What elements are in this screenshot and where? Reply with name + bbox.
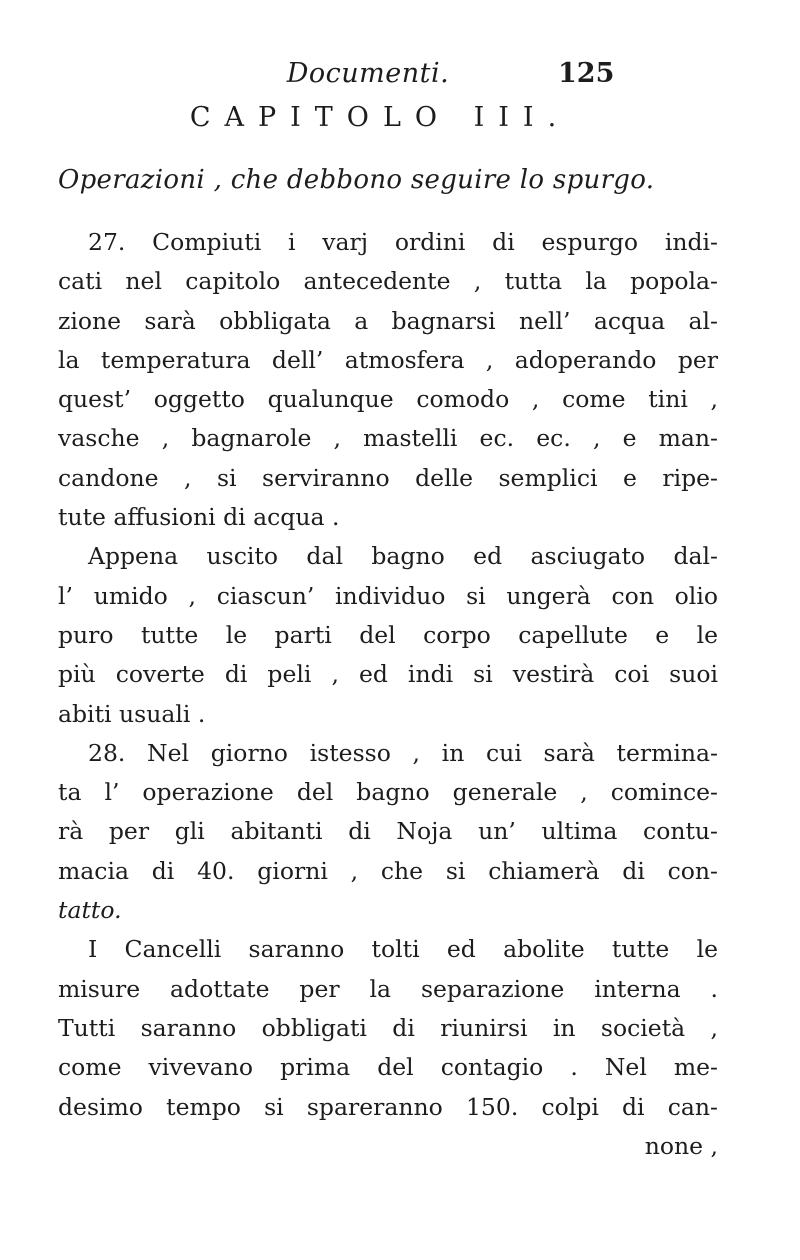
text-line: rà per gli abitanti di Noja un’ ultima contu- [58,817,718,846]
text-line: più coverte di peli , ed indi si vestirà coi suoi [58,660,718,689]
text-line: 27. Compiuti i varj ordini di espurgo indi- [88,228,718,256]
text-line: tute affusioni di acqua . [58,503,340,532]
text-line: come vivevano prima del contagio . Nel me- [58,1053,718,1082]
text-line: quest’ oggetto qualunque comodo , come tini , [58,385,718,414]
running-head [0,58,800,98]
section-title: Operazioni , che debbono seguire lo spurgo. [58,165,655,195]
chapter-heading-text: CAPITOLO III. [189,102,571,133]
text-line: abiti usuali . [58,699,206,728]
text-line: cati nel capitolo antecedente , tutta la popola- [58,267,718,296]
running-head-title: Documenti. [286,58,450,89]
text-line: macia di 40. giorni , che si chiamerà di con- [58,856,718,885]
text-line: la temperatura dell’ atmosfera , adoperando per [58,345,718,374]
text-line: misure adottate per la separazione interna . [58,974,718,1003]
text-line: Tutti saranno obbligati di riunirsi in società , [58,1013,718,1042]
text-line: ta l’ operazione del bagno generale , comince- [58,778,718,807]
text-line: none , [644,1131,718,1160]
page-number: 125 [558,58,615,89]
text-line: l’ umido , ciascun’ individuo si ungerà con olio [58,581,718,610]
text-line: zione sarà obbligata a bagnarsi nell’ acqua al- [58,306,718,335]
text-line: puro tutte le parti del corpo capellute e le [58,620,718,649]
chapter-heading [0,102,800,133]
text-line: I Cancelli saranno tolti ed abolite tutte le [88,935,718,964]
body-text [58,223,718,1166]
text-line: desimo tempo si spareranno 150. colpi di can- [58,1092,718,1121]
text-line: tatto. [58,896,122,925]
text-line: vasche , bagnarole , mastelli ec. ec. , e man- [58,424,718,453]
text-line: 28. Nel giorno istesso , in cui sarà termina- [88,738,718,767]
text-line: Appena uscito dal bagno ed asciugato dal- [88,542,718,571]
text-line: candone , si serviranno delle semplici e ripe- [58,463,718,492]
